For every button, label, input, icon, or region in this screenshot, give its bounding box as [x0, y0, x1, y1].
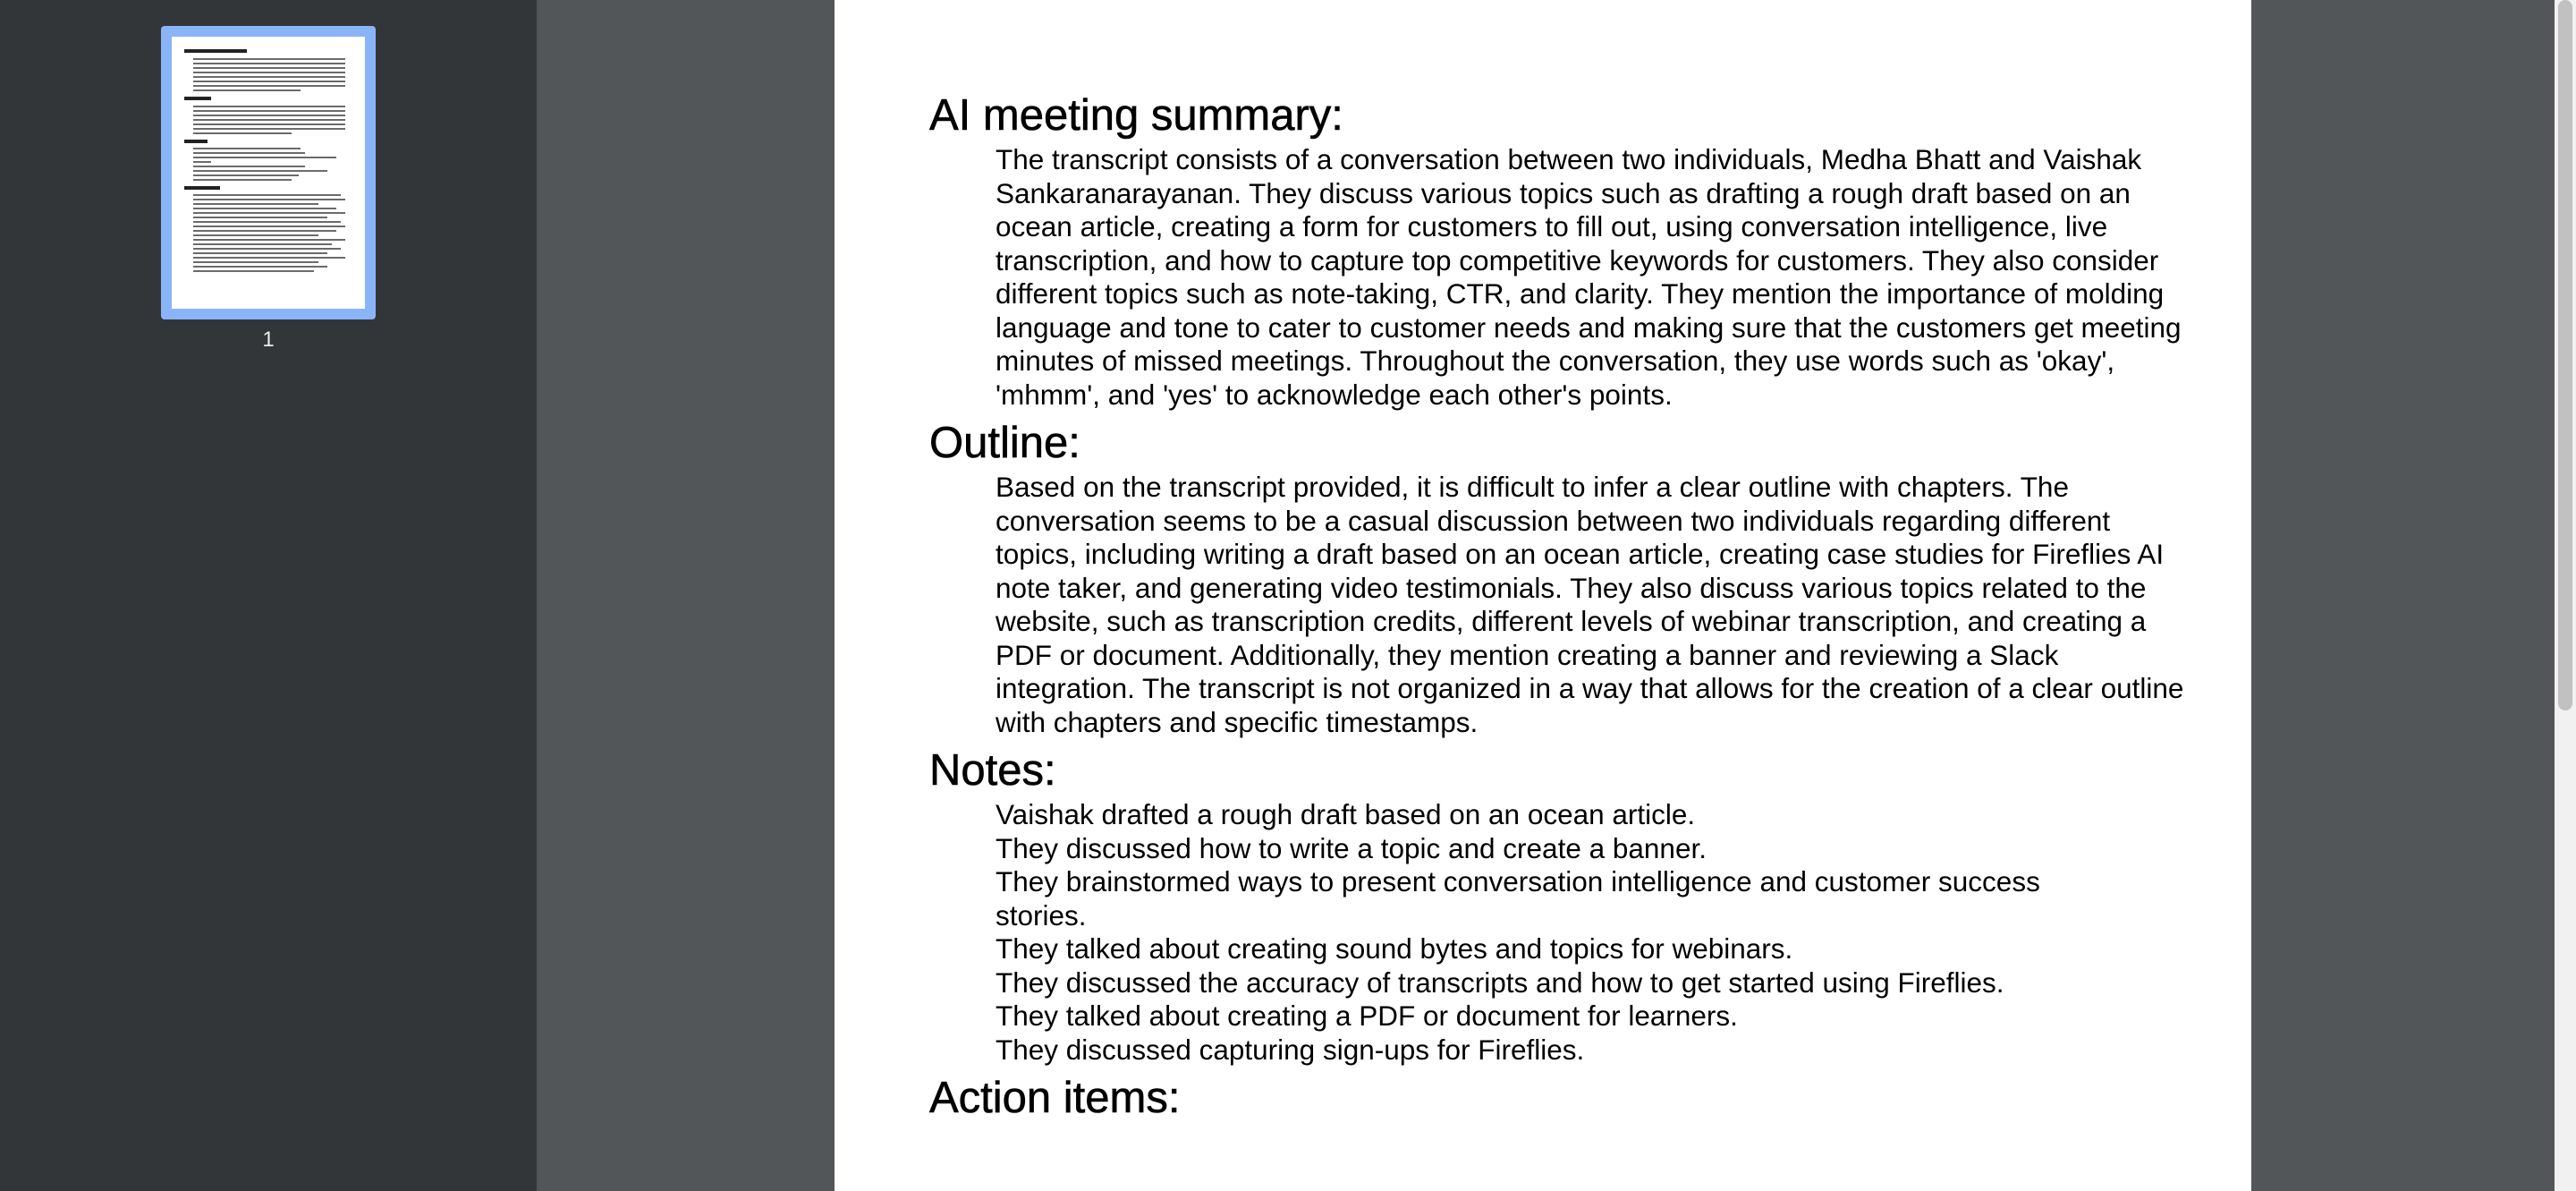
thumbnail-page-number: 1 — [262, 328, 275, 352]
scrollbar-thumb[interactable] — [2558, 0, 2572, 710]
thumbnail-page-preview — [172, 37, 365, 309]
page-content — [929, 88, 2182, 1129]
page-thumbnail-selected[interactable] — [161, 26, 376, 319]
note-item: They discussed capturing sign-ups for Fireflies. — [996, 1033, 1585, 1066]
section-heading-summary: AI meeting summary: — [929, 91, 1343, 140]
pdf-page — [835, 0, 2251, 1191]
section-heading-outline: Outline: — [929, 419, 1080, 467]
document-viewer[interactable] — [537, 0, 2555, 1191]
section-notes — [929, 743, 2182, 1067]
note-item: They discussed the accuracy of transcripts and how to get started using Fireflies. — [996, 966, 2004, 999]
thumbnail-sidebar — [0, 0, 537, 1191]
note-item: Vaishak drafted a rough draft based on an ocean article. — [996, 798, 1696, 830]
section-outline — [929, 415, 2182, 739]
section-action-items — [929, 1070, 2182, 1126]
note-item: They discussed how to write a topic and create a banner. — [996, 831, 1707, 864]
section-heading-notes: Notes: — [929, 746, 1056, 795]
vertical-scrollbar[interactable] — [2555, 0, 2576, 1191]
section-summary — [929, 88, 2182, 412]
note-item: They talked about creating a PDF or document for learners. — [996, 1000, 1738, 1032]
summary-paragraph: The transcript consists of a conversation between two individuals, Medha Bhatt and Vaishak Sankaranarayanan. They discuss various topics such as drafting a rough draft based on an ocean article, creating a form for customers to fill out, using conversation intelligence, live transcription, and how to capture top competitive keywords for customers. They also consider different topics such as note-taking, CTR, and clarity. They mention the importance of molding language and tone to cater to customer needs and making sure that the customers get meeting minutes of missed meetings. Throughout the conversation, they use words such as 'okay', 'mhmm', and 'yes' to acknowledge each other's points. — [996, 143, 2182, 411]
outline-paragraph: Based on the transcript provided, it is difficult to infer a clear outline with chapters. The conversation seems to be a casual discussion between two individuals regarding different topics, including writing a draft based on an ocean article, creating case studies for Fireflies AI note taker, and generating video testimonials. They also discuss various topics related to the website, such as transcription credits, different levels of webinar transcription, and creating a PDF or document. Additionally, they mention creating a banner and reviewing a Slack integration. The transcript is not organized in a way that allows for the creation of a clear outline with chapters and specific timestamps. — [996, 471, 2184, 738]
section-heading-action-items: Action items: — [929, 1074, 1181, 1122]
note-item: They talked about creating sound bytes and topics for webinars. — [996, 932, 1793, 965]
note-item: They brainstormed ways to present conversation intelligence and customer success stories. — [996, 865, 2040, 932]
